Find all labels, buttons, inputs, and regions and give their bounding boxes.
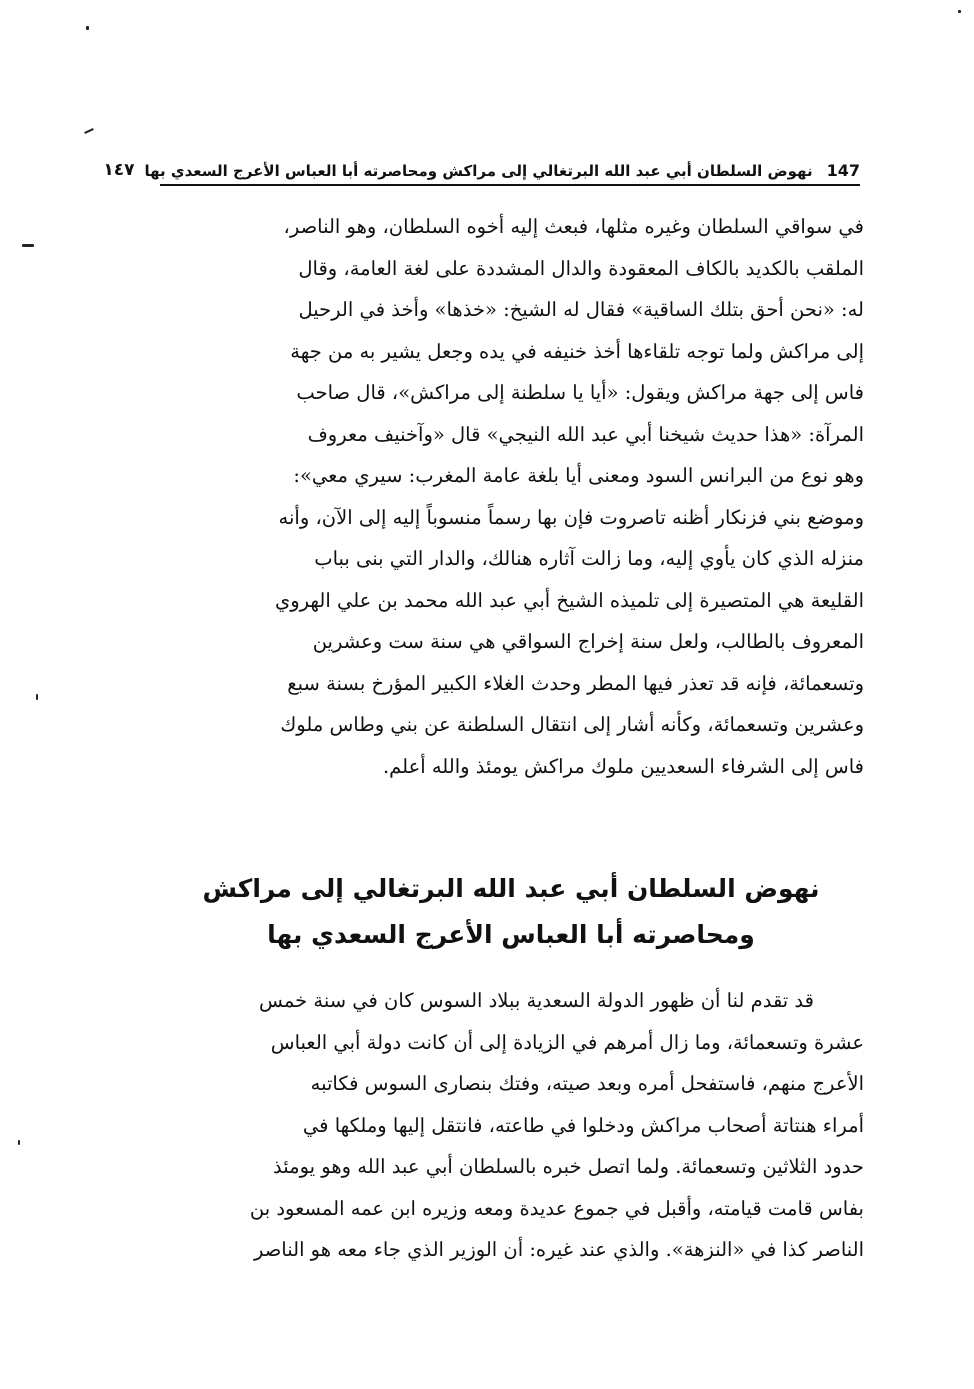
paragraph-1 [158, 206, 864, 787]
scan-speck [958, 10, 961, 13]
text-line: في سواقي السلطان وغيره مثلها، فبعث إليه أخوه السلطان، وهو الناصر، [283, 215, 864, 238]
text-line: إلى مراكش ولما توجه تلقاءها أخذ خنيفه في يده وجعل يشير به من جهة [290, 339, 864, 363]
running-header [103, 150, 860, 186]
scan-speck [86, 26, 89, 30]
text-line: وموضع بني فزنكار أظنه تاصروت فإن بها رسماً منسوباً إليه إلى الآن، وأنه [278, 505, 864, 529]
text-line: له: «نحن أحق بتلك الساقية» فقال له الشيخ: «خذها» وأخذ في الرحيل [298, 298, 864, 321]
section-heading [158, 866, 864, 958]
text-line: وعشرين وتسعمائة، وكأنه أشار إلى انتقال السلطنة عن بني وطاس ملوك [280, 713, 864, 736]
text-line: الأعرج منهم، فاستفحل أمره وبعد صيته، وفتك بنصارى السوس فكاتبه [310, 1072, 864, 1095]
scan-speck [36, 694, 38, 700]
text-line: وتسعمائة، فإنه قد تعذر فيها المطر وحدث الغلاء الكبير المؤرخ بسنة سبع [287, 671, 864, 695]
section-heading-line-2: ومحاصرته أبا العباس الأعرج السعدي بها [267, 920, 755, 949]
text-line: المعروف بالطالب، ولعل سنة إخراج السواقي هي سنة ست وعشرين [312, 630, 864, 653]
text-line: الملقب بالكديد بالكاف المعقودة والدال المشددة على لغة العامة، وقال [298, 256, 864, 280]
scan-speck [18, 1140, 20, 1145]
text-line: أمراء هنتاتة أصحاب مراكش ودخلوا في طاعته، فانتقل إليها وملكها في [302, 1113, 864, 1137]
text-line: الناصر كذا في «النزهة». والذي عند غيره: أن الوزير الذي جاء معه هو الناصر [253, 1238, 864, 1261]
paragraph-2 [158, 980, 864, 1271]
text-line: بفاس قامت قيامته، وأقبل في جموع عديدة ومعه وزيره ابن عمه المسعود بن [249, 1196, 864, 1220]
text-line: وهو نوع من البرانس السود ومعنى أيا بلغة عامة المغرب: سيري معي»: [293, 464, 864, 487]
text-line: قد تقدم لنا أن ظهور الدولة السعدية ببلاد السوس كان في سنة خمس [259, 989, 814, 1012]
text-line: القليعة هي المتصيرة إلى تلميذه الشيخ أبي عبد الله محمد بن علي الهروي [274, 588, 864, 612]
running-title: نهوض السلطان أبي عبد الله البرتغالي إلى مراكش ومحاصرته أبا العباس الأعرج السعدي بها [144, 162, 813, 180]
page-number-arabic: ١٤٧ [103, 160, 135, 180]
text-line: منزله الذي كان يأوي إليه، وما زالت آثاره هنالك، والدار التي بنى بباب [314, 547, 864, 570]
text-line: فاس إلى جهة مراكش ويقول: «أيا يا سلطنة إلى مراكش»، قال صاحب [296, 381, 864, 404]
scan-speck [22, 244, 34, 247]
text-line: حدود الثلاثين وتسعمائة. ولما اتصل خبره بالسلطان أبي عبد الله وهو يومئذ [273, 1155, 864, 1178]
page-number-latin: 147 [826, 161, 860, 180]
header-right-group [145, 161, 861, 180]
text-line: المرآة: «هذا حديث شيخنا أبي عبد الله النيجي» قال «وآخنيف معروف [307, 422, 864, 446]
section-heading-line-1: نهوض السلطان أبي عبد الله البرتغالي إلى مراكش [202, 874, 820, 903]
text-line: عشرة وتسعمائة، وما زال أمرهم في الزيادة إلى أن كانت دولة أبي العباس [270, 1030, 864, 1054]
text-line: فاس إلى الشرفاء السعديين ملوك مراكش يومئذ والله أعلم. [382, 754, 864, 778]
scan-speck [84, 128, 94, 134]
